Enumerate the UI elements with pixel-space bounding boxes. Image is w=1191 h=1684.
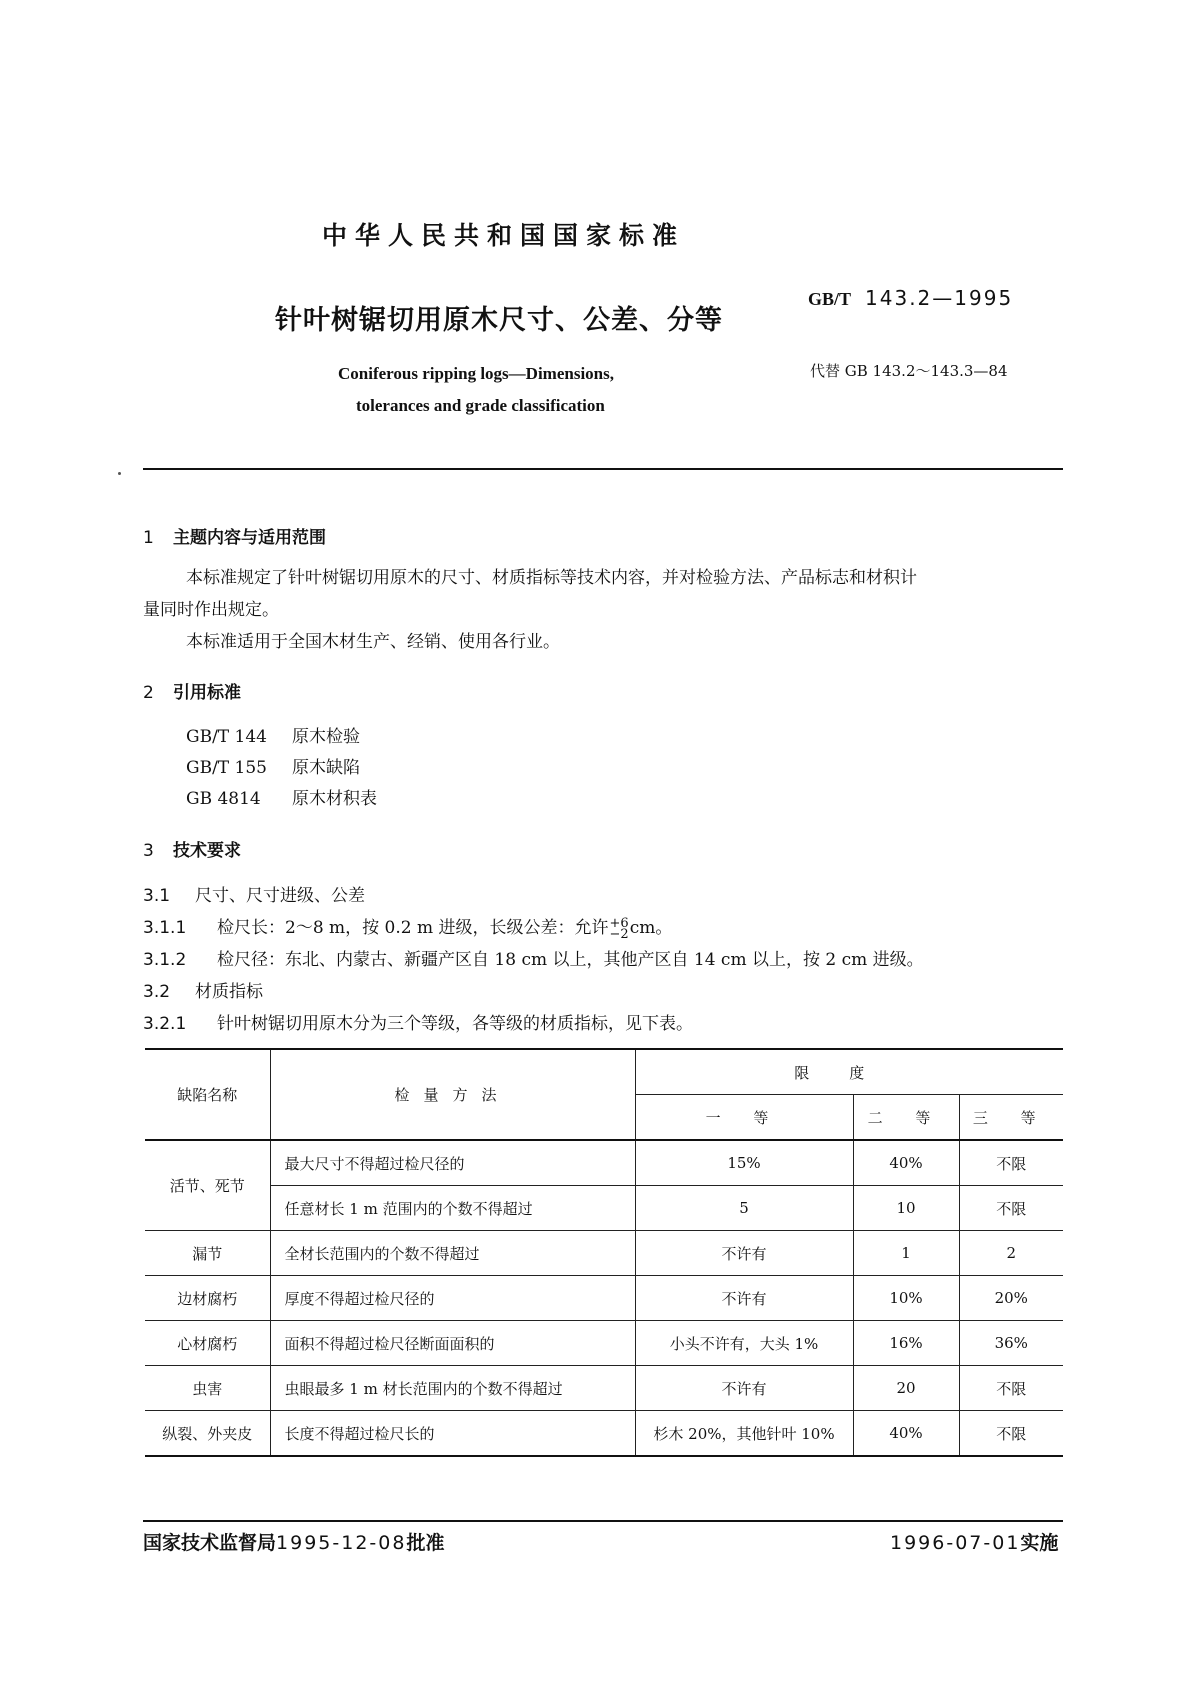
table-row — [145, 1411, 1063, 1457]
table-row — [145, 1140, 1063, 1186]
clause-number: 3.1 — [143, 886, 171, 906]
table-row — [145, 1366, 1063, 1411]
standard-number — [808, 286, 1013, 310]
cell-grade-1: 5 — [635, 1186, 853, 1231]
section-number: 3 — [143, 841, 154, 861]
replaces-note: 代替 GB 143.2～143.3—84 — [810, 362, 1008, 380]
table-row — [145, 1276, 1063, 1321]
table-row — [145, 1186, 1063, 1231]
cell-grade-3: 不限 — [959, 1411, 1063, 1457]
cell-defect: 边材腐朽 — [145, 1276, 270, 1321]
header-grade-3: 三 等 — [959, 1095, 1063, 1141]
clause-text: 尺寸、尺寸进级、公差 — [195, 886, 365, 906]
clause-number: 3.2 — [143, 982, 171, 1002]
cell-defect: 纵裂、外夹皮 — [145, 1411, 270, 1457]
section-title: 主题内容与适用范围 — [173, 528, 326, 548]
reference-name: 原木检验 — [292, 727, 360, 747]
cell-method: 任意材长 1 m 范围内的个数不得超过 — [270, 1186, 635, 1231]
cell-grade-1: 15% — [635, 1140, 853, 1186]
cell-method: 面积不得超过检尺径断面面积的 — [270, 1321, 635, 1366]
cell-defect: 虫害 — [145, 1366, 270, 1411]
section-1-heading — [143, 523, 326, 548]
reference-code: GB 4814 — [186, 789, 261, 809]
document-title-en-line1: Coniferous ripping logs—Dimensions, — [338, 364, 614, 383]
clause-3-1-2 — [143, 944, 924, 976]
cell-method: 最大尺寸不得超过检尺径的 — [270, 1140, 635, 1186]
header-limit: 限度 — [635, 1049, 1063, 1095]
cell-grade-3: 不限 — [959, 1366, 1063, 1411]
document-title-en-line2: tolerances and grade classification — [356, 396, 605, 415]
reference-item — [186, 753, 377, 784]
cell-grade-2: 40% — [853, 1411, 959, 1457]
header-method: 检量方法 — [270, 1049, 635, 1140]
section-title: 技术要求 — [173, 841, 241, 861]
cell-grade-2: 1 — [853, 1231, 959, 1276]
table-header-row — [145, 1049, 1063, 1095]
approval-line — [143, 1528, 444, 1555]
header-defect-name: 缺陷名称 — [145, 1049, 270, 1140]
reference-list — [186, 722, 377, 815]
cell-grade-1: 不许有 — [635, 1366, 853, 1411]
cell-grade-3: 20% — [959, 1276, 1063, 1321]
clause-text: 检尺长：2～8 m，按 0.2 m 进级，长级公差：允许 — [217, 918, 609, 938]
effective-suffix: 实施 — [1020, 1532, 1059, 1554]
clause-text: 材质指标 — [195, 982, 263, 1002]
national-standard-heading: 中华人民共和国国家标准 — [322, 221, 686, 250]
cell-grade-2: 40% — [853, 1140, 959, 1186]
cell-grade-2: 10% — [853, 1276, 959, 1321]
approved-suffix: 批准 — [406, 1532, 445, 1554]
clause-text: 针叶树锯切用原木分为三个等级，各等级的材质指标，见下表。 — [217, 1014, 693, 1034]
cell-grade-3: 不限 — [959, 1186, 1063, 1231]
cell-method: 长度不得超过检尺长的 — [270, 1411, 635, 1457]
section-title: 引用标准 — [173, 683, 241, 703]
section-number: 2 — [143, 683, 154, 703]
header-divider — [143, 468, 1063, 470]
cell-method: 厚度不得超过检尺径的 — [270, 1276, 635, 1321]
reference-code: GB/T 144 — [186, 727, 267, 747]
tolerance-unit: cm。 — [629, 918, 673, 938]
clause-text: 检尺径：东北、内蒙古、新疆产区自 18 cm 以上，其他产区自 14 cm 以上，按 2 cm 进级。 — [217, 950, 924, 970]
effective-date: 1996-07-01 — [890, 1532, 1021, 1554]
section-3-heading — [143, 836, 241, 861]
clause-3-1 — [143, 880, 365, 912]
section-2-heading — [143, 678, 241, 703]
cell-method: 全材长范围内的个数不得超过 — [270, 1231, 635, 1276]
tolerance-minus: −2 — [609, 926, 629, 942]
cell-grade-1: 不许有 — [635, 1276, 853, 1321]
grade-criteria-table — [145, 1048, 1063, 1457]
cell-grade-3: 36% — [959, 1321, 1063, 1366]
cell-method: 虫眼最多 1 m 材长范围内的个数不得超过 — [270, 1366, 635, 1411]
section-1-para2: 本标准适用于全国木材生产、经销、使用各行业。 — [186, 632, 560, 652]
reference-item — [186, 784, 377, 815]
tolerance-plus: +6 — [609, 915, 629, 931]
scan-speck — [118, 472, 121, 475]
header-grade-1: 一 等 — [635, 1095, 853, 1141]
approved-date: 1995-12-08 — [276, 1532, 407, 1554]
cell-grade-2: 16% — [853, 1321, 959, 1366]
clause-number: 3.1.1 — [143, 918, 187, 938]
section-1-para1-line2: 量同时作出规定。 — [143, 600, 279, 620]
cell-defect: 活节、死节 — [145, 1140, 270, 1231]
clause-number: 3.2.1 — [143, 1014, 187, 1034]
cell-grade-3: 2 — [959, 1231, 1063, 1276]
standard-prefix: GB/T — [808, 289, 852, 309]
cell-defect: 漏节 — [145, 1231, 270, 1276]
table-row — [145, 1321, 1063, 1366]
cell-grade-1: 杉木 20%，其他针叶 10% — [635, 1411, 853, 1457]
standard-code: 143.2—1995 — [865, 286, 1014, 310]
document-title-cn: 针叶树锯切用原木尺寸、公差、分等 — [275, 305, 723, 336]
reference-code: GB/T 155 — [186, 758, 267, 778]
cell-defect: 心材腐朽 — [145, 1321, 270, 1366]
footer-divider — [143, 1520, 1063, 1522]
section-number: 1 — [143, 528, 154, 548]
cell-grade-1: 不许有 — [635, 1231, 853, 1276]
clause-3-1-1 — [143, 912, 672, 944]
section-1-para1-line1: 本标准规定了针叶树锯切用原木的尺寸、材质指标等技术内容，并对检验方法、产品标志和材积计 — [186, 568, 917, 588]
cell-grade-1: 小头不许有，大头 1% — [635, 1321, 853, 1366]
clause-number: 3.1.2 — [143, 950, 187, 970]
table-row — [145, 1231, 1063, 1276]
reference-name: 原木材积表 — [292, 789, 377, 809]
length-tolerance — [609, 915, 629, 942]
effective-line — [890, 1528, 1058, 1555]
reference-name: 原木缺陷 — [292, 758, 360, 778]
header-grade-2: 二 等 — [853, 1095, 959, 1141]
clause-3-2 — [143, 976, 263, 1008]
cell-grade-2: 20 — [853, 1366, 959, 1411]
clause-3-2-1 — [143, 1008, 693, 1040]
cell-grade-2: 10 — [853, 1186, 959, 1231]
approver: 国家技术监督局 — [143, 1532, 277, 1554]
reference-item — [186, 722, 377, 753]
cell-grade-3: 不限 — [959, 1140, 1063, 1186]
